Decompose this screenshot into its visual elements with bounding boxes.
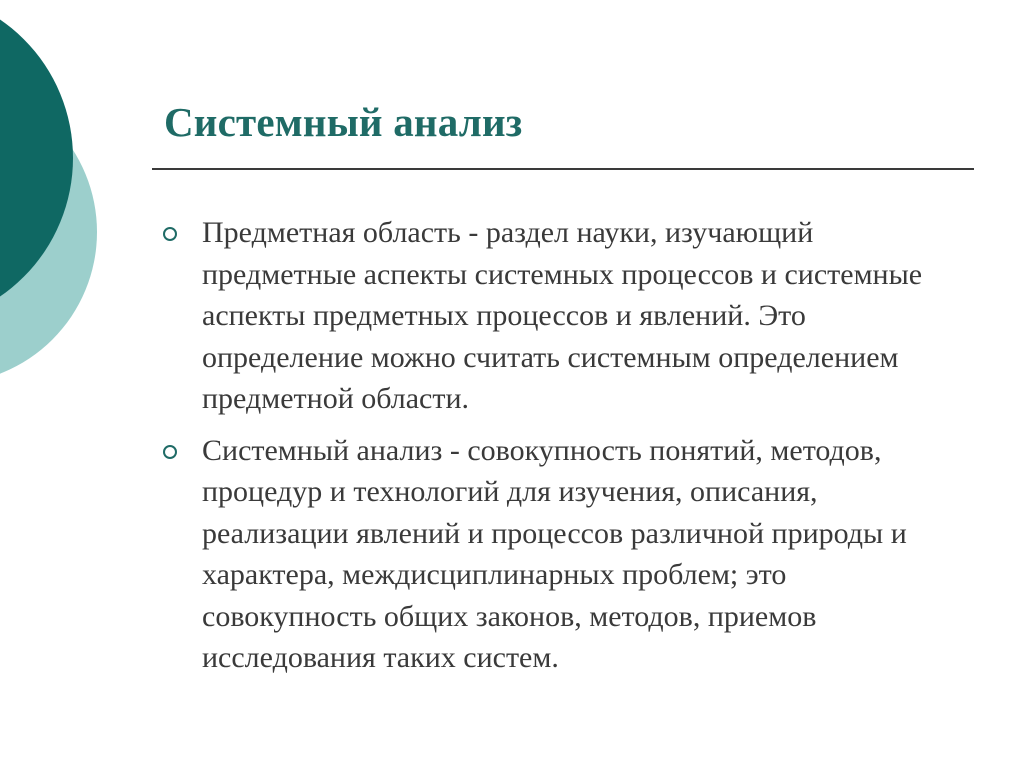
title-divider [152,168,974,170]
bullet-item [162,212,952,420]
bullet-item [162,430,952,679]
hollow-circle-icon [162,212,202,242]
hollow-circle-icon [162,430,202,460]
slide-title: Системный анализ [164,99,523,145]
bullet-list [162,212,952,689]
bullet-text: Системный анализ - совокупность понятий, методов, процедур и технологий для изучения, описания, реализации явлений и процессов различной природы и характера, междисциплинарных проблем; это совокупность общих законов, методов, приемов исследования таких систем. [202,433,907,674]
decorative-circles [0,0,110,400]
bullet-text: Предметная область - раздел науки, изучающий предметные аспекты системных процессов и системные аспекты предметных процессов и явлений. Это определение можно считать системным определением предметной области. [202,216,923,415]
